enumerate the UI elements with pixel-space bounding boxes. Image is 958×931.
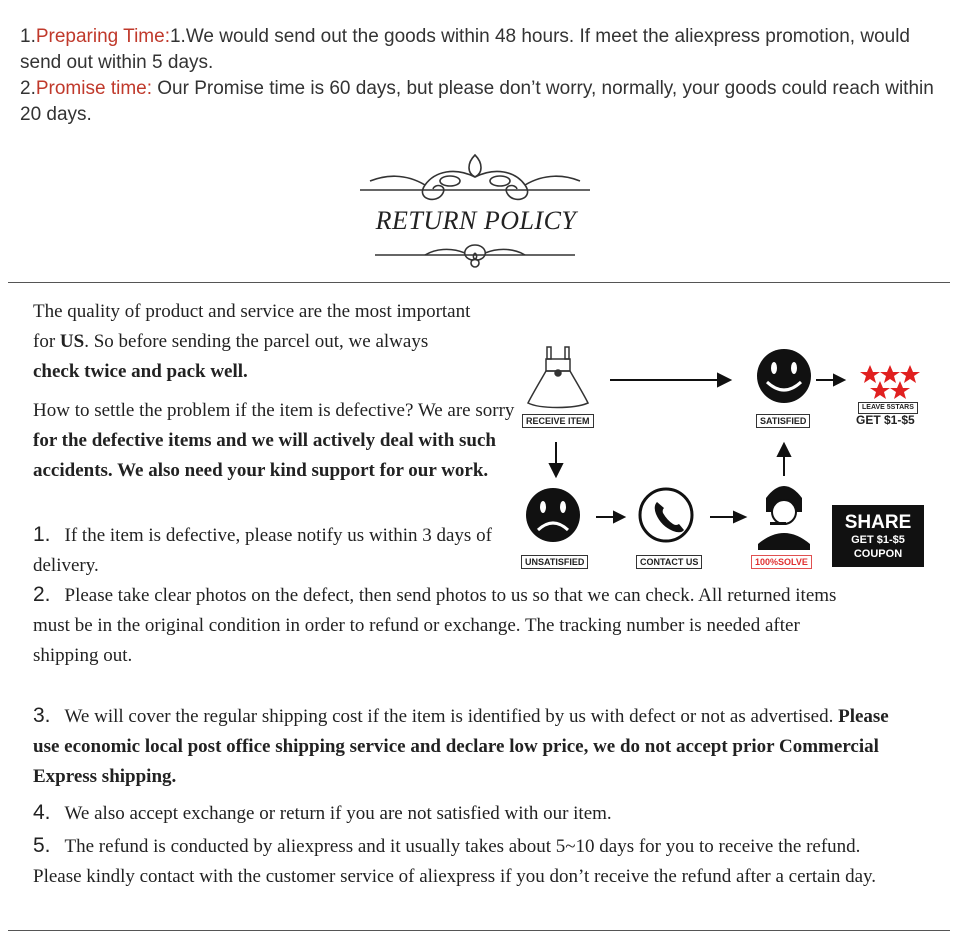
- share-coupon-label: COUPON: [853, 548, 903, 560]
- leave-stars-label: LEAVE 5STARS: [858, 402, 918, 414]
- policy-item-2: 2. Please take clear photos on the defect, then send photos to us so that we can check. All returned items must be in the original condition in order to refund or exchange. The tracking number is needed after shipping out.: [33, 583, 837, 666]
- stars-icon: [860, 365, 920, 399]
- support-agent-icon: [758, 486, 810, 550]
- shipping-info: [20, 24, 940, 128]
- policy-item-3: 3. We will cover the regular shipping cost if the item is identified by us with defect or not as advertised. Please use economic local post office shipping service and declare low price, we do not accept prior Commercial Express shipping.: [33, 704, 889, 787]
- sad-face-icon: [526, 488, 580, 542]
- chip-contact-us: CONTACT US: [636, 555, 702, 569]
- chip-satisfied: SATISFIED: [756, 414, 810, 428]
- policy-item-1: 1. If the item is defective, please notify us within 3 days of delivery.: [33, 523, 492, 576]
- chip-receive-item: RECEIVE ITEM: [522, 414, 594, 428]
- divider-top: [8, 282, 950, 283]
- shipping-line1: 1.Preparing Time:1.We would send out the goods within 48 hours. If meet the aliexpress promotion, would send out within 5 days.: [20, 26, 911, 73]
- shipping-line2: 2.Promise time: Our Promise time is 60 days, but please don’t worry, normally, your goods could reach within 20 days.: [20, 78, 934, 125]
- intro-paragraph-2: How to settle the problem if the item is defective? We are sorry for the defective items and we will actively deal with such accidents. We also need your kind support for our work.: [33, 400, 515, 481]
- share-get-label: GET $1-$5: [851, 534, 905, 546]
- policy-item-4: 4. We also accept exchange or return if you are not satisfied with our item.: [33, 801, 612, 824]
- smiley-icon: [757, 349, 811, 403]
- phone-icon: [640, 489, 692, 541]
- share-label: SHARE: [844, 512, 912, 533]
- chip-solve: 100%SOLVE: [751, 555, 812, 569]
- dress-icon: [528, 347, 588, 408]
- share-coupon-badge: [832, 505, 924, 567]
- get-reward-label: GET $1-$5: [856, 413, 915, 427]
- intro-paragraph-1: The quality of product and service are the most important for US. So before sending the parcel out, we always check twice and pack well.: [33, 301, 471, 382]
- policy-title: RETURN POLICY: [375, 206, 577, 235]
- policy-item-5: 5. The refund is conducted by aliexpress and it usually takes about 5~10 days for you to receive the refund. Please kindly contact with the customer service of aliexpress if you don’t receive the refund after a certain day.: [33, 834, 877, 887]
- chip-unsatisfied: UNSATISFIED: [521, 555, 588, 569]
